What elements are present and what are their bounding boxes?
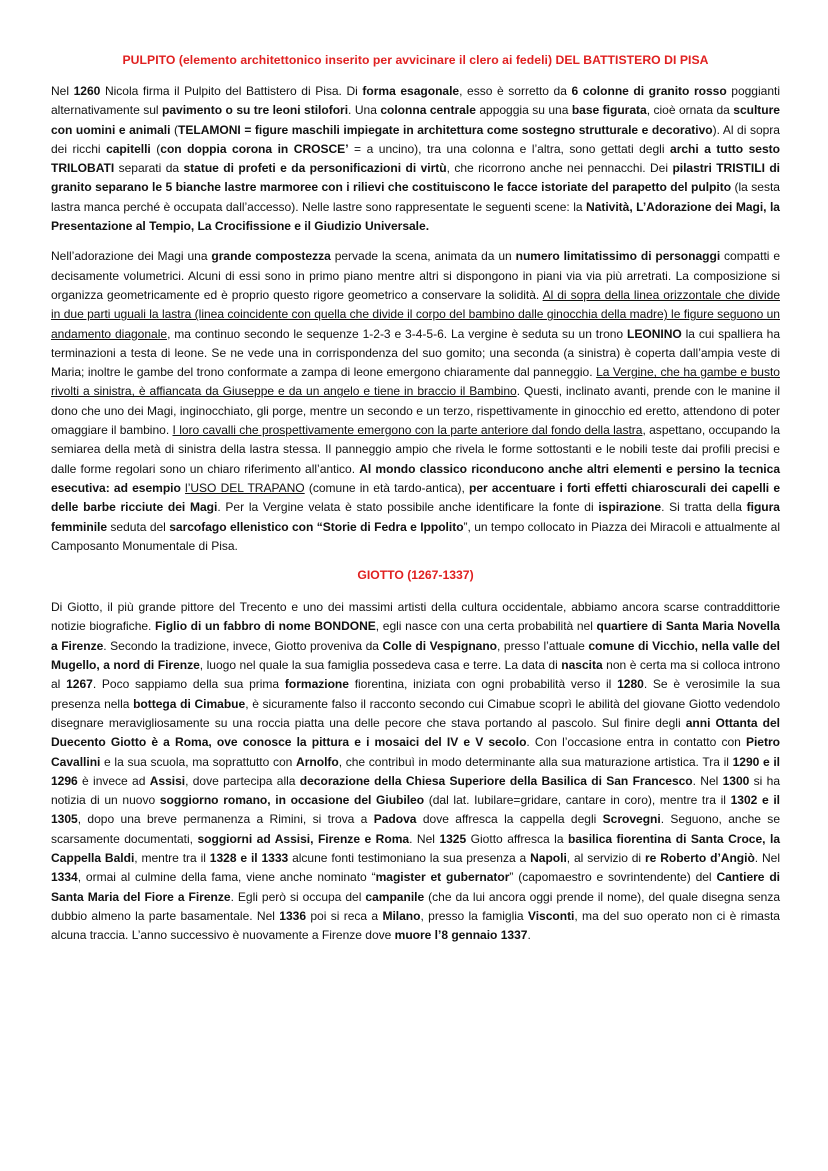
text-run: Di Giotto, il più grande pittore del Trecento e uno dei massimi artisti della cultura occidentale, abbiamo ancora scarse contraddittorie notizie biografiche. — [51, 600, 780, 634]
text-run: . — [527, 928, 531, 943]
bold-text: 1325 — [439, 831, 467, 846]
bold-text: TELAMONI = figure maschili impiegate in architettura come sostegno strutturale e decorativo — [178, 122, 713, 137]
paragraph-pulpito-description — [51, 82, 780, 236]
section-title-giotto: GIOTTO (1267-1337) — [357, 568, 474, 583]
bold-text: 1300 — [722, 773, 750, 788]
bold-text: basilica fiorentina di Santa Croce, la Cappella Baldi — [51, 831, 781, 865]
text-run: , esso è sorretto da — [459, 84, 572, 98]
bold-text: 1336 — [279, 908, 307, 923]
bold-text: 1280 — [617, 677, 644, 692]
text-run: . Questi, inclinato avanti, prende con le manine il dono che uno dei Magi, inginocchiato, gli porge, mentre un secondo e un terzo, rispettivamente in ginocchio ed eretto, attendono di poter omaggiare il bambino. — [51, 384, 780, 438]
text-run: Nicola firma il Pulpito del Battistero di Pisa. Di — [100, 84, 363, 98]
text-run: , ma continuo secondo le sequenze 1-2-3 e 3-4-5-6. La vergine è seduta su un trono — [167, 326, 627, 341]
text-run: ”, un tempo collocato in Piazza dei Miracoli e attualmente al Camposanto Monumentale di Pisa. — [51, 519, 780, 553]
text-run: (la sesta lastra manca perché è occupata dall’accesso). Nelle lastre sono rappresentate le seguenti scene: la — [51, 180, 780, 214]
bold-text: Visconti — [527, 908, 575, 923]
bold-text: Pietro Cavallini — [51, 735, 780, 769]
text-run: si ha notizia di un nuovo — [51, 773, 781, 808]
bold-text: statue di profeti e da personificazioni di virtù — [183, 161, 447, 176]
text-run: . Se è verosimile la sua presenza nella — [51, 677, 780, 711]
text-run: , al servizio di — [566, 850, 645, 865]
bold-text: numero limitatissimo di personaggi — [515, 249, 721, 264]
bold-text: forma esagonale — [362, 84, 460, 98]
bold-text: capitelli — [106, 141, 151, 156]
text-run: separati da — [114, 161, 184, 176]
underlined-text: I loro cavalli che prospettivamente emergono con la parte anteriore dal fondo della lastra — [172, 423, 643, 438]
text-run: la cui spalliera ha terminazioni a testa di leone. Se ne vede una in corrispondenza del suo gomito; una seconda (a sinistra) è coperta dall’ampia veste di Maria; inoltre le gambe del trono conformate a zampa di leone emergono chiaramente dal panneggio. — [51, 326, 780, 380]
text-run: = a uncino), tra una colonna e l’altra, sono gettati degli — [348, 141, 671, 156]
bold-text: Assisi — [149, 773, 186, 788]
underlined-text: l’USO DEL TRAPANO — [185, 480, 305, 495]
text-run: poi si reca a — [306, 908, 383, 923]
bold-text: Cantiere di Santa Maria del Fiore a Firenze — [51, 870, 780, 904]
bold-text: per accentuare i forti effetti chiaroscurali dei capelli e delle barbe ricciute dei Magi — [51, 480, 780, 515]
text-run: (comune in età tardo-antica), — [304, 480, 470, 495]
text-run: Giotto affresca la — [466, 831, 569, 846]
bold-text: soggiorni ad Assisi, Firenze e Roma — [197, 831, 410, 846]
text-run: . Nel — [692, 773, 723, 788]
text-run: , mentre tra il — [134, 850, 210, 865]
text-run: , ormai al culmine della fama, viene anche nominato “ — [77, 870, 376, 885]
bold-text: colonna centrale — [380, 103, 476, 118]
text-run: . Si tratta della — [661, 500, 747, 515]
text-run: . Nel — [409, 831, 440, 846]
text-run: ( — [170, 122, 179, 137]
bold-text: Figlio di un fabbro di nome BONDONE — [155, 619, 376, 634]
bold-text: grande compostezza — [211, 249, 331, 264]
bold-text: 1267 — [66, 677, 93, 692]
text-run: . Poco sappiamo della sua prima — [92, 677, 285, 692]
text-run: , che ricorrono anche nei pennacchi. Dei — [446, 161, 673, 176]
text-run: , presso la famiglia — [420, 908, 528, 923]
bold-text: 1328 e il 1333 — [209, 850, 289, 865]
bold-text: comune di Vicchio, nella valle del Mugello, a nord di Firenze — [51, 638, 781, 673]
text-run: è invece ad — [77, 773, 150, 788]
paragraph-adorazione-magi — [51, 247, 780, 556]
bold-text: formazione — [284, 677, 349, 692]
text-run: ( — [150, 141, 161, 156]
text-run: compatti e decisamente volumetrici. Alcuni di essi sono in primo piano mentre altri si dispongono in piani via via più arretrati. La composizione si organizza geometricamente ed è proprio questo rigore geometrico a conservare la solidità. — [51, 249, 780, 302]
text-run: dove affresca la cappella degli — [416, 812, 603, 827]
text-run: . Per la Vergine velata è stato possibile anche identificare la fonte di — [217, 500, 599, 515]
text-run: Nel — [51, 84, 74, 98]
bold-text: Padova — [373, 812, 417, 827]
bold-text: 1290 e il 1296 — [51, 754, 781, 788]
text-run: . Con l’occasione entra in contatto con — [526, 735, 746, 750]
bold-text: nascita — [561, 658, 603, 673]
bold-text: Napoli — [530, 850, 567, 865]
text-run: e la sua scuola, ma soprattutto con — [100, 754, 297, 769]
bold-text: LEONINO — [627, 326, 682, 341]
bold-text: 1260 — [73, 84, 101, 98]
text-run: non è certa ma si colloca introno al — [51, 658, 781, 692]
text-run: seduta del — [107, 519, 170, 534]
text-run: . Secondo la tradizione, invece, Giotto proveniva da — [103, 638, 383, 653]
bold-text: quartiere di Santa Maria Novella a Firenze — [51, 619, 780, 653]
bold-text: Milano — [382, 908, 421, 923]
text-run: alcune fonti testimoniano la sua presenza a — [288, 850, 531, 865]
bold-text: Al mondo classico riconducono anche altri elementi e persino la tecnica esecutiva: ad esempio — [51, 461, 780, 495]
underlined-text: Al di sopra della linea orizzontale che divide in due parti uguali la lastra (linea coincidente con quella che divide il corpo del bambino dalle ginocchia della madre) le figure seguono un andamento diagonale — [51, 287, 780, 341]
text-run: , che contribuì in modo determinante alla sua maturazione artistica. Tra il — [338, 754, 733, 769]
bold-text: ispirazione — [598, 500, 662, 515]
text-run: pervade la scena, animata da un — [330, 249, 516, 264]
bold-text: pavimento o su tre leoni stilofori — [162, 103, 349, 118]
section-title-pulpito: PULPITO (elemento architettonico inserito per avvicinare il clero ai fedeli) DEL BATTISTERO DI PISA — [122, 53, 709, 67]
bold-text: archi a tutto sesto TRILOBATI — [51, 141, 780, 176]
bold-text: bottega di Cimabue — [133, 696, 246, 711]
text-run: , aspettano, occupando la semiarea della metà di sinistra della lastra stessa. Il panneggio ampio che rivela le forme sottostanti e le nobili teste dai profili precisi e dalle forme regolari sono un chiaro riferimento all’antico. — [51, 423, 780, 476]
bold-text: sculture con uomini e animali — [51, 103, 780, 137]
text-run: . Seguono, anche se scarsamente documentati, — [51, 812, 780, 846]
text-run: fiorentina, iniziata con ogni probabilità verso il — [348, 677, 618, 692]
text-run: poggianti alternativamente sul — [51, 84, 780, 118]
text-run: appoggia su una — [475, 103, 572, 118]
bold-text: soggiorno romano, in occasione del Giubileo — [159, 793, 425, 808]
text-run: , egli nasce con una certa probabilità nel — [375, 619, 597, 634]
bold-text: pilastri TRISTILI di granito separano le 5 bianche lastre marmoree con i rilievi che costituiscono le facce istoriate del parapetto del pulpito — [51, 161, 780, 195]
bold-text: Scrovegni — [602, 812, 661, 827]
text-run: . Egli però si occupa del — [230, 889, 366, 904]
text-run: (che da lui ancora oggi prende il nome), del quale disegna senza dubbio almeno la parte basamentale. Nel — [51, 889, 781, 923]
text-run: ” (capomaestro e sovrintendente) del — [509, 870, 717, 885]
bold-text: Natività, L’Adorazione dei Magi, la Presentazione al Tempio, La Crocifissione e il Giudizio Universale. — [51, 199, 780, 234]
bold-text: 6 colonne di granito rosso — [571, 84, 727, 98]
text-run: . Una — [348, 103, 381, 118]
text-run: ). Al di sopra dei ricchi — [51, 122, 780, 156]
bold-text: 1302 e il 1305 — [51, 793, 780, 827]
text-run: , luogo nel quale la sua famiglia possedeva casa e terre. La data di — [199, 658, 562, 673]
text-run: , è sicuramente falso il racconto secondo cui Cimabue scoprì le abilità del giovane Giotto vedendolo disegnare meravigliosamente su una roccia piatta una delle pecore che stava portando al pascolo. Sul finire degli — [51, 696, 781, 730]
bold-text: Arnolfo — [296, 754, 339, 769]
bold-text: sarcofago ellenistico con “Storie di Fedra e Ippolito — [169, 519, 464, 534]
text-run: (dal lat. Iubilare=gridare, cantare in coro), mentre tra il — [424, 793, 731, 808]
bold-text: muore l’8 gennaio 1337 — [394, 928, 528, 943]
bold-text: campanile — [365, 889, 425, 904]
bold-text: con doppia corona in CROSCE’ — [160, 141, 349, 156]
text-run: , cioè ornata da — [646, 103, 734, 118]
paragraph-giotto-biography — [51, 598, 780, 945]
bold-text: figura femminile — [51, 500, 780, 534]
text-run: , ma del suo operato non ci è rimasta alcuna traccia. L’anno successivo è nuovamente a Firenze dove — [51, 908, 780, 943]
bold-text: base figurata — [571, 103, 647, 118]
text-run: , dove partecipa alla — [185, 773, 300, 788]
text-run: . Nel — [754, 850, 781, 865]
bold-text: Colle di Vespignano — [382, 638, 498, 653]
bold-text: decorazione della Chiesa Superiore della Basilica di San Francesco — [299, 773, 693, 788]
text-run: , presso l’attuale — [497, 638, 589, 653]
bold-text: re Roberto d’Angiò — [644, 850, 755, 865]
bold-text: anni Ottanta del Duecento Giotto è a Roma, ove conosce la pittura e i mosaici del IV e V secolo — [51, 715, 780, 750]
text-run: , dopo una breve permanenza a Rimini, si trova a — [77, 812, 374, 827]
text-run: Nell’adorazione dei Magi una — [51, 249, 212, 264]
bold-text: 1334 — [51, 870, 78, 885]
underlined-text: La Vergine, che ha gambe e busto rivolti a sinistra, è affiancata da Giuseppe e da un angelo e tiene in braccio il Bambino — [51, 365, 780, 399]
bold-text: magister et gubernator — [375, 870, 510, 885]
